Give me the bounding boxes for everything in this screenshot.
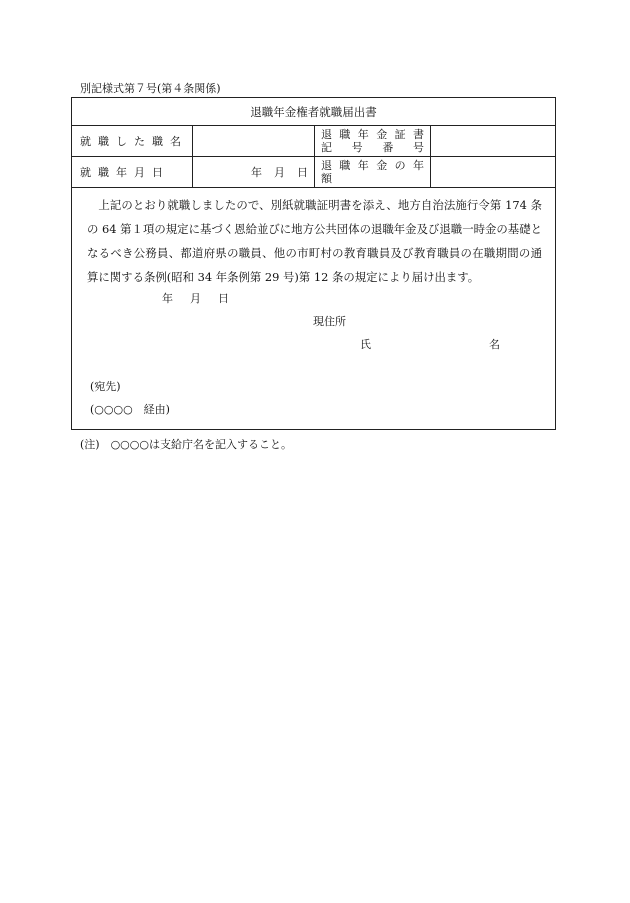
pension-certificate-label-line1: 退職年金証書	[321, 128, 424, 141]
address-label: 現住所	[313, 315, 346, 328]
employment-date-field[interactable]	[193, 157, 320, 187]
pension-certificate-field[interactable]	[431, 126, 555, 156]
form-number-label: 別記様式第７号(第４条関係)	[80, 82, 221, 95]
form-title: 退職年金権者就職届出書	[72, 98, 555, 126]
name-label	[360, 336, 500, 352]
pension-amount-label	[315, 157, 431, 187]
pension-certificate-label	[315, 126, 431, 156]
notification-form	[71, 97, 556, 430]
footnote: (注) ○○○○は支給庁名を記入すること。	[80, 438, 292, 451]
employment-date-label: 就職年月日	[72, 157, 193, 187]
declaration-paragraph: 上記のとおり就職しましたので、別紙就職証明書を添え、地方自治法施行令第 174 条の 64 第１項の規定に基づく恩給並びに地方公共団体の退職年金及び退職一時金の基礎となるべき公務員、都道府県の職員、他の市町村の教育職員及び教育職員の在職期間の通算に関する条例(昭和 34 年条例第 29 号)第 12 条の規定により届け出ます。	[87, 198, 542, 284]
form-row-position	[72, 126, 555, 157]
declaration-text	[87, 193, 542, 289]
via-line: (○○○○ 経由)	[90, 403, 170, 416]
name-label-second: 名	[489, 338, 500, 351]
pension-amount-field[interactable]	[431, 157, 555, 187]
form-row-employment-date	[72, 157, 555, 188]
submission-date-line: 年 月 日	[162, 292, 232, 305]
pension-certificate-label-line2: 記号番号	[321, 141, 424, 154]
position-label: 就職した職名	[72, 126, 193, 156]
pension-amount-label-line1: 退職年金の年	[321, 159, 424, 172]
pension-amount-label-line2: 額	[321, 172, 332, 185]
position-field[interactable]	[193, 126, 315, 156]
employment-date-placeholder: 年月日	[251, 166, 320, 179]
addressee-label: (宛先)	[90, 380, 121, 393]
name-label-first: 氏	[360, 338, 371, 351]
